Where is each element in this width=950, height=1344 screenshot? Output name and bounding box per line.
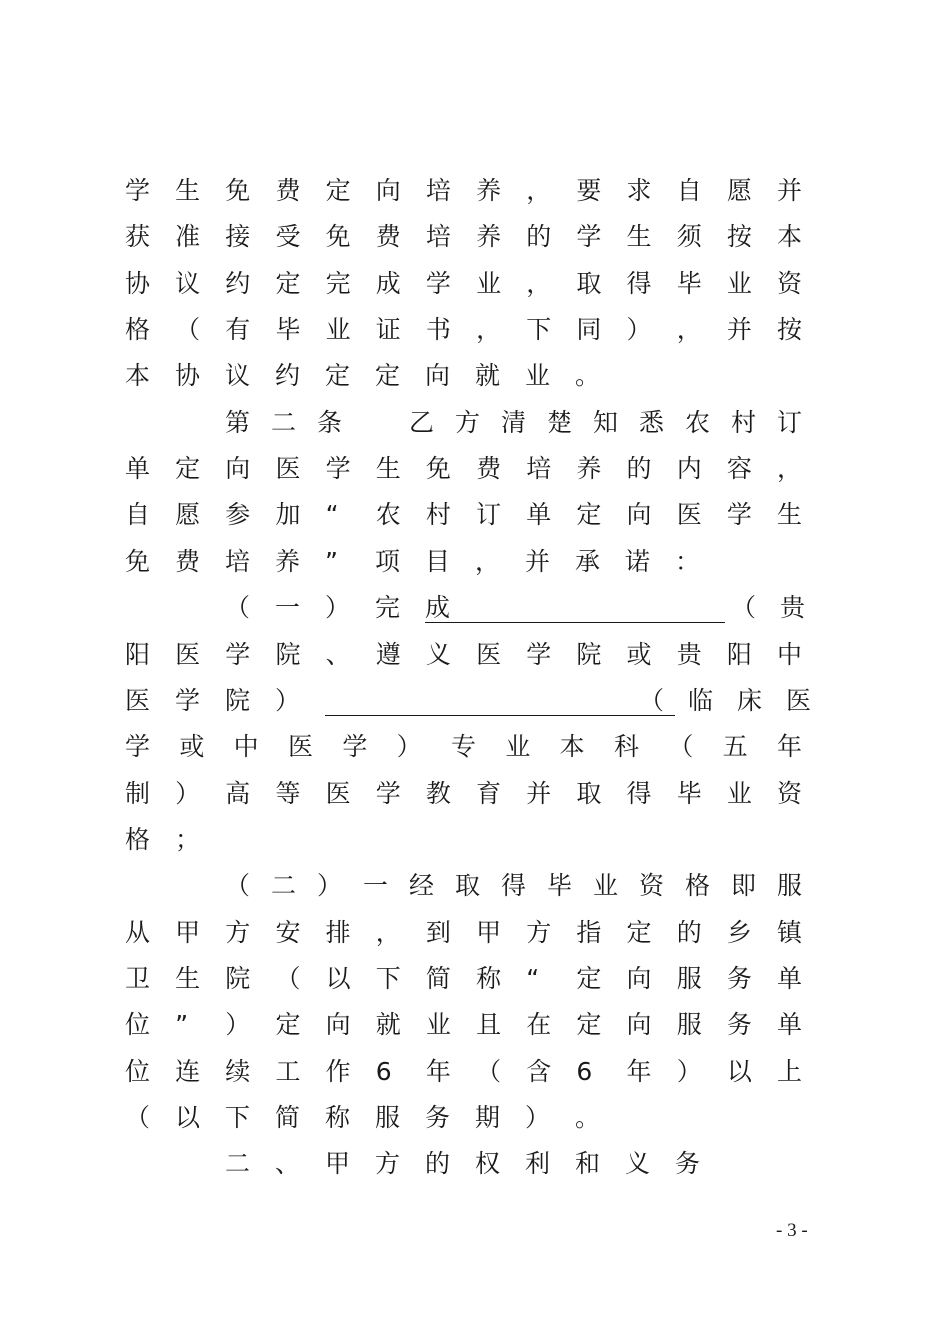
fill-blank-major[interactable] <box>325 715 675 716</box>
text-line: （ 以 下 简 称 服 务 期 ） 。 <box>125 1103 601 1132</box>
text-line: 第 二 条 乙 方 清 楚 知 悉 农 村 订 <box>225 407 803 437</box>
text-line: 位 ” ） 定 向 就 业 且 在 定 向 服 务 单 <box>125 1010 803 1040</box>
text-line: 格 （ 有 毕 业 证 书 ， 下 同 ） ， 并 按 <box>125 315 803 345</box>
text-line: 阳 医 学 院 、 遵 义 医 学 院 或 贵 阳 中 <box>125 639 803 669</box>
text-line: 学 或 中 医 学 ） 专 业 本 科 （ 五 年 <box>125 732 803 762</box>
text-line: 协 议 约 定 完 成 学 业 ， 取 得 毕 业 资 <box>125 268 803 298</box>
text-line: 获 准 接 受 免 费 培 养 的 学 生 须 按 本 <box>125 222 803 252</box>
text-line: 自 愿 参 加 “ 农 村 订 单 定 向 医 学 生 <box>125 500 803 530</box>
blank-tail-text: （临床医 <box>639 685 836 715</box>
text-line: （ 一 ） 完 成 （贵 <box>125 591 802 625</box>
text-line: 本 协 议 约 定 定 向 就 业 。 <box>125 361 601 391</box>
blank-tail-text: （贵 <box>731 593 830 623</box>
text-line: 格 ； <box>125 824 201 854</box>
text-line: 单 定 向 医 学 生 免 费 培 养 的 内 容 ， <box>125 454 803 484</box>
text-line: 从 甲 方 安 排 ， 到 甲 方 指 定 的 乡 镇 <box>125 917 803 947</box>
text-line: 免 费 培 养 ” 项 目 ， 并 承 诺 ： <box>125 546 701 576</box>
text-line: （ 二 ） 一 经 取 得 毕 业 资 格 即 服 <box>225 871 803 901</box>
text-line: 医 学 院 ） （临床医 <box>125 684 802 718</box>
fill-blank-school[interactable] <box>425 622 725 623</box>
text-line: 二 、 甲 方 的 权 利 和 义 务 <box>225 1149 701 1179</box>
text-line: 制 ） 高 等 医 学 教 育 并 取 得 毕 业 资 <box>125 778 803 808</box>
page-number: - 3 - <box>776 1220 808 1241</box>
text-line: 卫 生 院 （ 以 下 简 称 “ 定 向 服 务 单 <box>125 963 803 993</box>
text-line: 位 连 续 工 作 6 年 （ 含 6 年 ） 以 上 <box>125 1056 803 1086</box>
text-line: 学 生 免 费 定 向 培 养 ， 要 求 自 愿 并 <box>125 176 803 205</box>
